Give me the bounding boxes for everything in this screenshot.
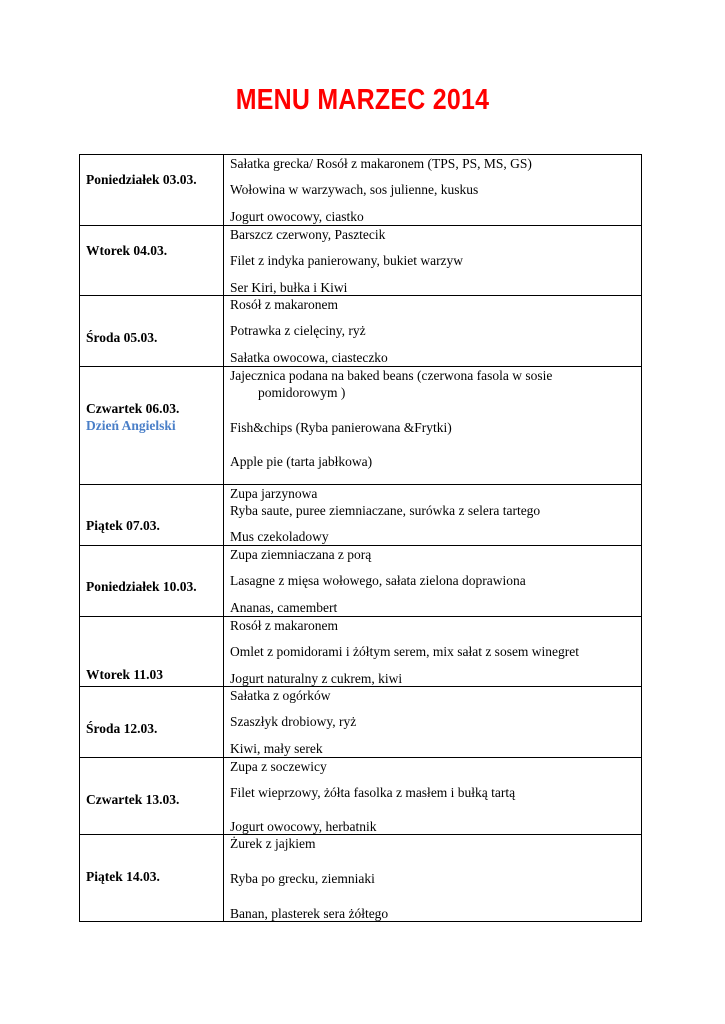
main-course	[230, 181, 637, 198]
first-course	[230, 617, 637, 634]
day-cell	[80, 367, 224, 485]
dessert	[230, 453, 637, 470]
theme-day-label: Dzień Angielski	[86, 418, 176, 433]
first-course	[230, 367, 637, 401]
dishes-cell	[224, 546, 642, 617]
day-cell	[80, 296, 224, 367]
menu-row	[80, 296, 642, 367]
first-course-text: Zupa ziemniaczana z porą	[230, 547, 372, 562]
first-course	[230, 758, 637, 775]
dishes-cell	[224, 367, 642, 485]
dessert	[230, 740, 637, 757]
day-label-block	[86, 243, 167, 259]
menu-row	[80, 546, 642, 617]
dishes-cell	[224, 835, 642, 922]
dishes-cell	[224, 485, 642, 546]
main-course	[230, 870, 637, 887]
dessert	[230, 599, 637, 616]
main-course	[230, 643, 637, 660]
day-cell	[80, 758, 224, 835]
dessert-text: Apple pie (tarta jabłkowa)	[230, 454, 373, 469]
page-title: MENU MARZEC 2014	[235, 84, 490, 116]
dishes-cell	[224, 155, 642, 226]
day-label-block	[86, 172, 197, 188]
day-cell	[80, 617, 224, 687]
menu-row	[80, 226, 642, 296]
menu-row	[80, 485, 642, 546]
dessert-text: Ananas, camembert	[230, 600, 338, 615]
day-label: Piątek 14.03.	[86, 869, 160, 884]
first-course	[230, 296, 637, 313]
day-label: Wtorek 11.03	[86, 667, 163, 682]
dessert	[230, 279, 637, 296]
dishes-cell	[224, 296, 642, 367]
dessert-text: Ser Kiri, bułka i Kiwi	[230, 280, 348, 295]
first-course	[230, 155, 637, 172]
main-course-text: Fish&chips (Ryba panierowana &Frytki)	[230, 420, 452, 435]
dessert	[230, 349, 637, 366]
main-course-text: Filet wieprzowy, żółta fasolka z masłem i bułką tartą	[230, 785, 516, 800]
main-course-text: Potrawka z cielęciny, ryż	[230, 323, 366, 338]
first-course-continuation: pomidorowym )	[258, 385, 346, 400]
first-course-text: Sałatka grecka/ Rosół z makaronem (TPS, PS, MS, GS)	[230, 156, 532, 171]
dishes-cell	[224, 758, 642, 835]
menu-row	[80, 367, 642, 485]
main-course	[230, 322, 637, 339]
day-label: Czwartek 06.03.	[86, 401, 180, 416]
first-course	[230, 226, 637, 243]
day-label: Środa 05.03.	[86, 330, 158, 345]
dessert	[230, 670, 637, 687]
day-cell	[80, 687, 224, 758]
dishes-cell	[224, 687, 642, 758]
day-label: Poniedziałek 03.03.	[86, 172, 197, 187]
day-label-block	[86, 721, 157, 737]
first-course-text: Barszcz czerwony, Pasztecik	[230, 227, 386, 242]
dessert	[230, 818, 637, 835]
day-label-block	[86, 518, 160, 534]
day-cell	[80, 226, 224, 296]
dessert	[230, 208, 637, 225]
main-course	[230, 713, 637, 730]
main-course-text: Szaszłyk drobiowy, ryż	[230, 714, 357, 729]
dishes-cell	[224, 617, 642, 687]
day-label-block	[86, 579, 197, 595]
first-course-text: Jajecznica podana na baked beans (czerwona fasola w sosie	[230, 368, 553, 383]
main-course-text: Omlet z pomidorami i żółtym serem, mix sałat z sosem winegret	[230, 644, 580, 659]
day-label: Czwartek 13.03.	[86, 792, 180, 807]
main-course	[230, 502, 637, 519]
day-cell	[80, 155, 224, 226]
day-label-block	[86, 330, 157, 346]
dessert-text: Jogurt owocowy, ciastko	[230, 209, 364, 224]
dishes-cell	[224, 226, 642, 296]
first-course-text: Sałatka z ogórków	[230, 688, 331, 703]
main-course-text: Wołowina w warzywach, sos julienne, kuskus	[230, 182, 479, 197]
first-course-text: Rosół z makaronem	[230, 618, 338, 633]
main-course-text: Lasagne z mięsa wołowego, sałata zielona doprawiona	[230, 573, 526, 588]
first-course	[230, 485, 637, 502]
day-label: Środa 12.03.	[86, 721, 158, 736]
first-course-text: Rosół z makaronem	[230, 297, 338, 312]
first-course	[230, 687, 637, 704]
day-cell	[80, 485, 224, 546]
menu-row	[80, 758, 642, 835]
main-course-text: Ryba po grecku, ziemniaki	[230, 871, 375, 886]
dessert-text: Jogurt owocowy, herbatnik	[230, 819, 377, 834]
dessert	[230, 528, 637, 545]
day-cell	[80, 546, 224, 617]
first-course	[230, 835, 637, 852]
main-course-text: Ryba saute, puree ziemniaczane, surówka z selera tartego	[230, 503, 541, 518]
day-label: Piątek 07.03.	[86, 518, 160, 533]
day-label-block	[86, 792, 179, 808]
first-course-text: Żurek z jajkiem	[230, 836, 316, 851]
dessert-text: Banan, plasterek sera żółtego	[230, 906, 389, 921]
first-course	[230, 546, 637, 563]
day-label-block	[86, 667, 163, 683]
menu-row	[80, 835, 642, 922]
main-course	[230, 419, 637, 436]
dessert	[230, 905, 637, 922]
main-course-text: Filet z indyka panierowany, bukiet warzyw	[230, 253, 464, 268]
menu-table	[79, 154, 642, 922]
first-course-text: Zupa z soczewicy	[230, 759, 327, 774]
menu-row	[80, 617, 642, 687]
menu-row	[80, 687, 642, 758]
main-course	[230, 252, 637, 269]
first-course-text: Zupa jarzynowa	[230, 486, 318, 501]
day-label-block	[86, 869, 160, 885]
dessert-text: Sałatka owocowa, ciasteczko	[230, 350, 388, 365]
dessert-text: Kiwi, mały serek	[230, 741, 323, 756]
menu-row	[80, 155, 642, 226]
day-label: Poniedziałek 10.03.	[86, 579, 197, 594]
dessert-text: Mus czekoladowy	[230, 529, 329, 544]
day-cell	[80, 835, 224, 922]
day-label: Wtorek 04.03.	[86, 243, 168, 258]
main-course	[230, 784, 637, 801]
day-label-block	[86, 401, 179, 434]
dessert-text: Jogurt naturalny z cukrem, kiwi	[230, 671, 403, 686]
main-course	[230, 572, 637, 589]
